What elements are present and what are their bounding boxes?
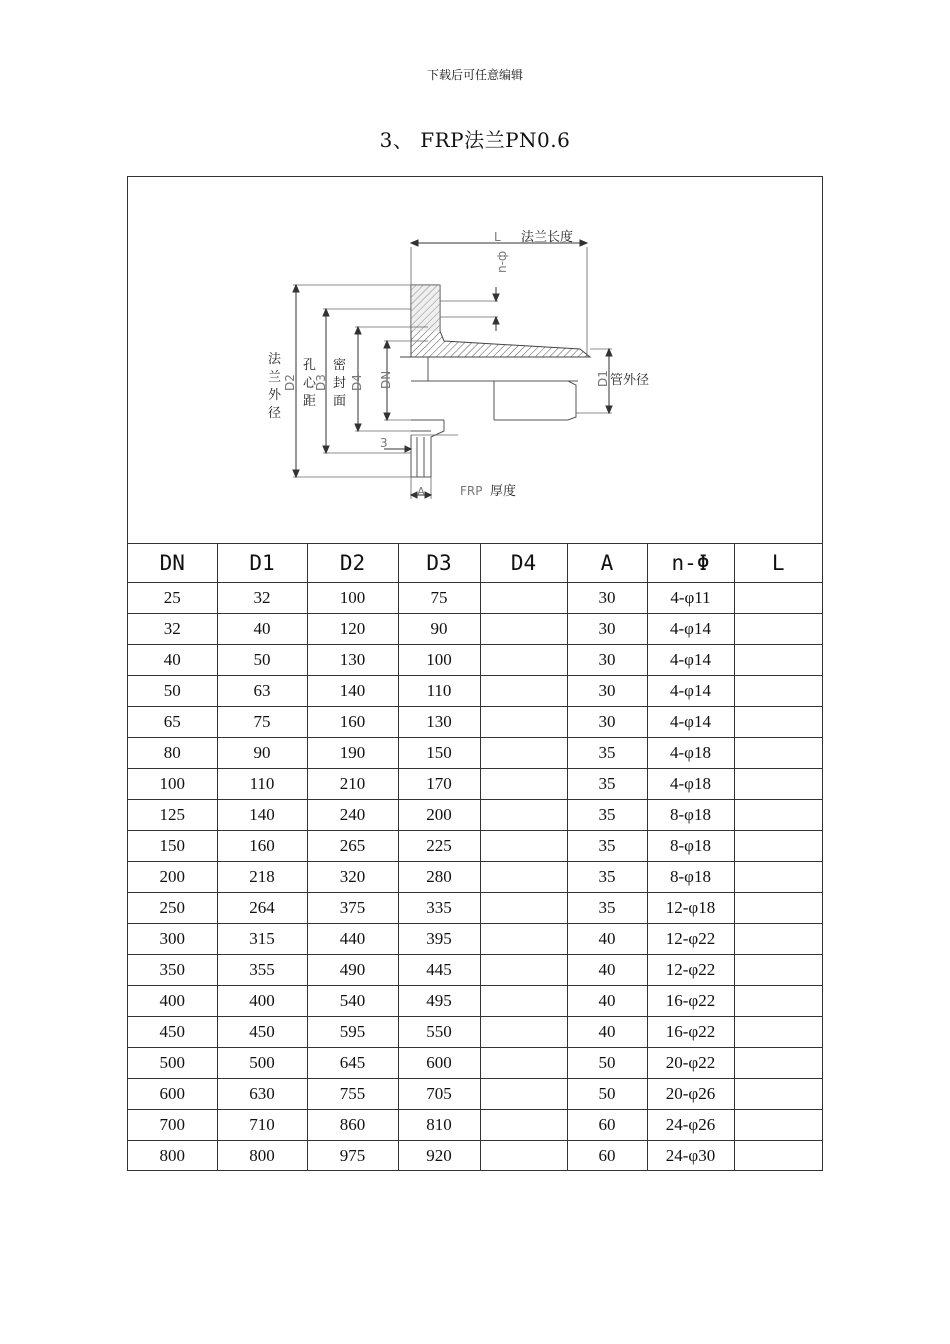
cell-a: 40 xyxy=(567,986,647,1017)
label-seal-face-2: 封 xyxy=(333,376,347,391)
extension-lines xyxy=(293,247,612,499)
cell-d1: 355 xyxy=(217,955,307,986)
table-row xyxy=(128,862,822,893)
cell-dn: 200 xyxy=(128,862,217,893)
cell-d1: 800 xyxy=(217,1141,307,1172)
cell-a: 40 xyxy=(567,924,647,955)
cell-dn: 700 xyxy=(128,1110,217,1141)
cell-d4 xyxy=(480,1079,567,1110)
cell-d4 xyxy=(480,1048,567,1079)
cell-d3: 110 xyxy=(398,676,480,707)
cell-l xyxy=(734,645,822,676)
label-n-phi: n-ф xyxy=(495,250,509,273)
table-row xyxy=(128,1017,822,1048)
label-seal-face-1: 密 xyxy=(333,358,347,373)
cell-d2: 120 xyxy=(307,614,398,645)
cell-d3: 225 xyxy=(398,831,480,862)
cell-l xyxy=(734,1110,822,1141)
cell-d3: 75 xyxy=(398,583,480,614)
cell-l xyxy=(734,738,822,769)
label-L: L xyxy=(494,230,501,244)
label-D3: D3 xyxy=(314,374,328,391)
cell-a: 50 xyxy=(567,1048,647,1079)
cell-d1: 63 xyxy=(217,676,307,707)
cell-d3: 495 xyxy=(398,986,480,1017)
cell-d4 xyxy=(480,738,567,769)
table-row xyxy=(128,893,822,924)
cell-d2: 130 xyxy=(307,645,398,676)
table-row xyxy=(128,1048,822,1079)
cell-d2: 860 xyxy=(307,1110,398,1141)
cell-dn: 80 xyxy=(128,738,217,769)
label-D4: D4 xyxy=(350,374,364,391)
label-three: 3 xyxy=(380,436,388,450)
cell-n-phi: 24-φ30 xyxy=(647,1141,734,1172)
cell-n-phi: 24-φ26 xyxy=(647,1110,734,1141)
pipe-body xyxy=(411,357,578,477)
table-row xyxy=(128,645,822,676)
cell-d2: 140 xyxy=(307,676,398,707)
label-DN: DN xyxy=(379,370,393,389)
cell-d1: 110 xyxy=(217,769,307,800)
cell-dn: 100 xyxy=(128,769,217,800)
label-A: A xyxy=(417,485,425,498)
cell-a: 50 xyxy=(567,1079,647,1110)
cell-l xyxy=(734,583,822,614)
cell-d3: 335 xyxy=(398,893,480,924)
label-bolt-circle-1: 孔 xyxy=(303,358,317,373)
table-row xyxy=(128,707,822,738)
cell-d3: 170 xyxy=(398,769,480,800)
table-row xyxy=(128,1141,822,1172)
table-body xyxy=(128,583,822,1172)
cell-d2: 755 xyxy=(307,1079,398,1110)
header-a: A xyxy=(567,543,647,583)
table-row xyxy=(128,955,822,986)
cell-d1: 450 xyxy=(217,1017,307,1048)
cell-d2: 595 xyxy=(307,1017,398,1048)
cell-d1: 710 xyxy=(217,1110,307,1141)
cell-d2: 160 xyxy=(307,707,398,738)
cell-l xyxy=(734,1048,822,1079)
table-row xyxy=(128,614,822,645)
cell-dn: 25 xyxy=(128,583,217,614)
cell-d3: 130 xyxy=(398,707,480,738)
cell-dn: 500 xyxy=(128,1048,217,1079)
cell-d2: 975 xyxy=(307,1141,398,1172)
cell-d1: 500 xyxy=(217,1048,307,1079)
cell-d4 xyxy=(480,893,567,924)
cell-a: 30 xyxy=(567,645,647,676)
cell-a: 30 xyxy=(567,676,647,707)
cell-n-phi: 4-φ14 xyxy=(647,614,734,645)
cell-d2: 240 xyxy=(307,800,398,831)
cell-d2: 490 xyxy=(307,955,398,986)
cell-dn: 125 xyxy=(128,800,217,831)
table-row xyxy=(128,676,822,707)
cell-d3: 810 xyxy=(398,1110,480,1141)
cell-d3: 200 xyxy=(398,800,480,831)
cell-l xyxy=(734,955,822,986)
cell-d1: 160 xyxy=(217,831,307,862)
cell-d2: 265 xyxy=(307,831,398,862)
cell-dn: 40 xyxy=(128,645,217,676)
cell-dn: 450 xyxy=(128,1017,217,1048)
cell-a: 35 xyxy=(567,769,647,800)
cell-a: 40 xyxy=(567,955,647,986)
cell-dn: 800 xyxy=(128,1141,217,1172)
cell-a: 30 xyxy=(567,707,647,738)
cell-n-phi: 4-φ18 xyxy=(647,738,734,769)
table-row xyxy=(128,769,822,800)
cell-a: 30 xyxy=(567,614,647,645)
cell-d4 xyxy=(480,645,567,676)
cell-l xyxy=(734,924,822,955)
cell-n-phi: 20-φ26 xyxy=(647,1079,734,1110)
label-flange-od-1: 法 xyxy=(268,352,282,367)
cell-d4 xyxy=(480,924,567,955)
cell-dn: 300 xyxy=(128,924,217,955)
header-d4: D4 xyxy=(480,543,567,583)
cell-n-phi: 4-φ14 xyxy=(647,645,734,676)
cell-d3: 90 xyxy=(398,614,480,645)
cell-d4 xyxy=(480,583,567,614)
cell-l xyxy=(734,676,822,707)
cell-d3: 445 xyxy=(398,955,480,986)
cell-n-phi: 12-φ22 xyxy=(647,924,734,955)
cell-d2: 190 xyxy=(307,738,398,769)
cell-d4 xyxy=(480,707,567,738)
cell-d3: 550 xyxy=(398,1017,480,1048)
label-seal-face-3: 面 xyxy=(333,394,347,409)
cell-dn: 150 xyxy=(128,831,217,862)
label-flange-od-2: 兰 xyxy=(268,370,282,385)
cell-n-phi: 20-φ22 xyxy=(647,1048,734,1079)
spec-sheet-frame xyxy=(127,176,823,1171)
cell-d4 xyxy=(480,862,567,893)
cell-l xyxy=(734,1079,822,1110)
cell-n-phi: 8-φ18 xyxy=(647,862,734,893)
header-l: L xyxy=(734,543,822,583)
cell-n-phi: 16-φ22 xyxy=(647,986,734,1017)
cell-d2: 320 xyxy=(307,862,398,893)
label-bolt-circle-3: 距 xyxy=(303,394,317,409)
cell-l xyxy=(734,769,822,800)
cell-l xyxy=(734,831,822,862)
cell-n-phi: 4-φ14 xyxy=(647,676,734,707)
cell-n-phi: 12-φ22 xyxy=(647,955,734,986)
cell-d1: 40 xyxy=(217,614,307,645)
cell-d2: 440 xyxy=(307,924,398,955)
cell-d1: 140 xyxy=(217,800,307,831)
cell-d4 xyxy=(480,676,567,707)
cell-n-phi: 16-φ22 xyxy=(647,1017,734,1048)
cell-n-phi: 4-φ14 xyxy=(647,707,734,738)
cell-l xyxy=(734,893,822,924)
cell-d1: 32 xyxy=(217,583,307,614)
label-flange-length: 法兰长度 xyxy=(521,230,574,245)
table-row xyxy=(128,1110,822,1141)
cell-a: 40 xyxy=(567,1017,647,1048)
cell-l xyxy=(734,862,822,893)
header-dn: DN xyxy=(128,543,217,583)
cell-d4 xyxy=(480,1141,567,1172)
table-row xyxy=(128,800,822,831)
cell-n-phi: 8-φ18 xyxy=(647,800,734,831)
cell-n-phi: 4-φ11 xyxy=(647,583,734,614)
cell-d2: 375 xyxy=(307,893,398,924)
cell-a: 35 xyxy=(567,800,647,831)
cell-d3: 395 xyxy=(398,924,480,955)
cell-d2: 645 xyxy=(307,1048,398,1079)
cell-d1: 50 xyxy=(217,645,307,676)
cell-a: 35 xyxy=(567,862,647,893)
cell-l xyxy=(734,800,822,831)
cell-d4 xyxy=(480,1017,567,1048)
table-row xyxy=(128,831,822,862)
header-d3: D3 xyxy=(398,543,480,583)
table-header-row xyxy=(128,543,822,583)
cell-d3: 280 xyxy=(398,862,480,893)
cell-d2: 210 xyxy=(307,769,398,800)
cell-d1: 400 xyxy=(217,986,307,1017)
label-pipe-od: 管外径 xyxy=(610,373,650,388)
cell-dn: 250 xyxy=(128,893,217,924)
cell-a: 35 xyxy=(567,738,647,769)
cell-dn: 32 xyxy=(128,614,217,645)
header-d1: D1 xyxy=(217,543,307,583)
cell-l xyxy=(734,986,822,1017)
label-frp: FRP xyxy=(460,484,483,498)
drawing-labels xyxy=(268,229,649,499)
cell-d4 xyxy=(480,800,567,831)
flange-drawing-svg xyxy=(128,177,822,543)
cell-d4 xyxy=(480,955,567,986)
cell-dn: 600 xyxy=(128,1079,217,1110)
table-row xyxy=(128,583,822,614)
cell-d4 xyxy=(480,831,567,862)
cell-dn: 50 xyxy=(128,676,217,707)
cell-d3: 150 xyxy=(398,738,480,769)
cell-a: 35 xyxy=(567,831,647,862)
table-row xyxy=(128,986,822,1017)
cell-d4 xyxy=(480,1110,567,1141)
cell-a: 35 xyxy=(567,893,647,924)
cell-d2: 100 xyxy=(307,583,398,614)
cell-d4 xyxy=(480,986,567,1017)
cell-a: 60 xyxy=(567,1141,647,1172)
cell-d1: 218 xyxy=(217,862,307,893)
cell-d1: 630 xyxy=(217,1079,307,1110)
label-D2: D2 xyxy=(283,374,297,391)
table-row xyxy=(128,1079,822,1110)
cell-d3: 705 xyxy=(398,1079,480,1110)
header-note: 下载后可任意编辑 xyxy=(426,68,523,82)
document-title: 3、 FRP法兰PN0.6 xyxy=(379,128,571,152)
label-flange-od-4: 径 xyxy=(268,406,282,421)
cell-d3: 920 xyxy=(398,1141,480,1172)
cell-l xyxy=(734,707,822,738)
cell-d2: 540 xyxy=(307,986,398,1017)
flange-spec-table xyxy=(128,543,822,1171)
cell-d1: 264 xyxy=(217,893,307,924)
cell-dn: 65 xyxy=(128,707,217,738)
cell-d4 xyxy=(480,614,567,645)
cell-n-phi: 8-φ18 xyxy=(647,831,734,862)
cell-dn: 350 xyxy=(128,955,217,986)
cell-d3: 600 xyxy=(398,1048,480,1079)
label-bolt-circle-2: 心 xyxy=(303,376,317,391)
header-d2: D2 xyxy=(307,543,398,583)
cell-dn: 400 xyxy=(128,986,217,1017)
cell-n-phi: 4-φ18 xyxy=(647,769,734,800)
cell-l xyxy=(734,1017,822,1048)
cell-d1: 315 xyxy=(217,924,307,955)
flange-drawing xyxy=(128,177,822,544)
cell-d4 xyxy=(480,769,567,800)
cell-l xyxy=(734,614,822,645)
cell-l xyxy=(734,1141,822,1172)
cell-n-phi: 12-φ18 xyxy=(647,893,734,924)
table-row xyxy=(128,738,822,769)
cell-d1: 90 xyxy=(217,738,307,769)
label-frp-thickness: 厚度 xyxy=(490,484,517,499)
cell-a: 30 xyxy=(567,583,647,614)
header-n-phi: n-Φ xyxy=(647,543,734,583)
label-flange-od-3: 外 xyxy=(268,388,282,403)
label-D1: D1 xyxy=(596,370,610,387)
cell-d3: 100 xyxy=(398,645,480,676)
cell-a: 60 xyxy=(567,1110,647,1141)
table-row xyxy=(128,924,822,955)
cell-d1: 75 xyxy=(217,707,307,738)
